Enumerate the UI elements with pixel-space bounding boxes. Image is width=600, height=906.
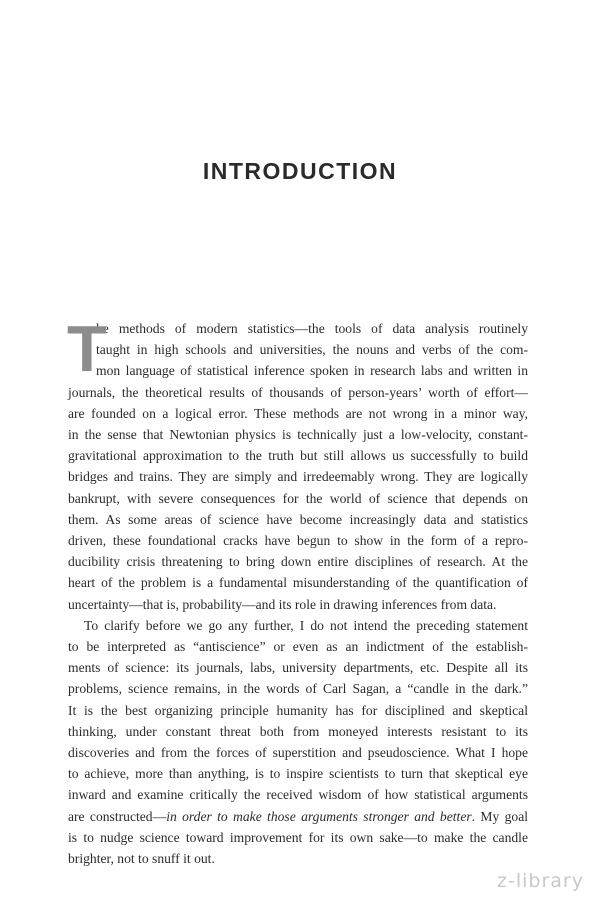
- text-line: bridges and trains. They are simply and irredeemably wrong. They are logically: [68, 469, 528, 485]
- text-line: inward and examine critically the received wisdom of how statistical arguments: [68, 787, 528, 803]
- text-line: problems, science remains, in the words of Carl Sagan, a “candle in the dark.”: [68, 681, 528, 697]
- text-line: are founded on a logical error. These methods are not wrong in a minor way,: [68, 405, 528, 421]
- emphasis-text: in order to make those arguments stronger and better: [166, 808, 472, 824]
- text-line: he methods of modern statistics—the tools of data analysis routinely: [96, 321, 528, 336]
- text-line: in the sense that Newtonian physics is technically just a low-velocity, constant-: [68, 427, 528, 443]
- text-line: uncertainty—that is, probability—and its role in drawing inferences from data.: [68, 596, 497, 612]
- text-line: heart of the problem is a fundamental misunderstanding of the quantification of: [68, 575, 528, 591]
- chapter-title: INTRODUCTION: [202, 158, 398, 184]
- watermark: z-library: [497, 870, 584, 892]
- text-line: is to nudge science toward improvement for its own sake—to make the candle: [68, 829, 528, 845]
- drop-cap: T: [67, 312, 107, 385]
- text-line: driven, these foundational cracks have begun to show in the form of a repro-: [68, 533, 528, 549]
- text-line: ducibility crisis threatening to bring down entire disciplines of research. At the: [68, 554, 528, 570]
- text-line: discoveries and from the forces of superstition and pseudoscience. What I hope: [68, 745, 528, 761]
- text-line: mon language of statistical inference spoken in research labs and written in: [96, 363, 528, 379]
- text-line: thinking, under constant threat both from moneyed interests resistant to its: [68, 723, 528, 739]
- text-line: To clarify before we go any further, I do not intend the preceding statement: [84, 617, 528, 633]
- text-line: journals, the theoretical results of thousands of person-years’ worth of effort—: [68, 384, 528, 400]
- text-line-with-emphasis: [68, 806, 528, 827]
- text-line: taught in high schools and universities, the nouns and verbs of the com-: [96, 342, 528, 358]
- body-text: [67, 312, 529, 869]
- text-line: to achieve, more than anything, is to inspire scientists to turn that skeptical eye: [68, 766, 528, 782]
- text-line: to be interpreted as “antiscience” or even as an indictment of the establish-: [68, 639, 528, 655]
- text-line: brighter, not to snuff it out.: [68, 851, 215, 867]
- text-line: gravitational approximation to the truth but still allows us successfully to build: [68, 448, 528, 464]
- text-line: ments of science: its journals, labs, university departments, etc. Despite all its: [68, 660, 528, 676]
- text-line: bankrupt, with severe consequences for the world of science that depends on: [68, 490, 528, 506]
- text-segment: are constructed—: [68, 808, 167, 824]
- text-line: them. As some areas of science have become increasingly data and statistics: [68, 511, 528, 527]
- text-line: It is the best organizing principle humanity has for disciplined and skeptical: [68, 702, 528, 718]
- text-segment: . My goal: [471, 808, 529, 824]
- paragraph-2: [68, 615, 528, 869]
- paragraph-1: [67, 312, 528, 615]
